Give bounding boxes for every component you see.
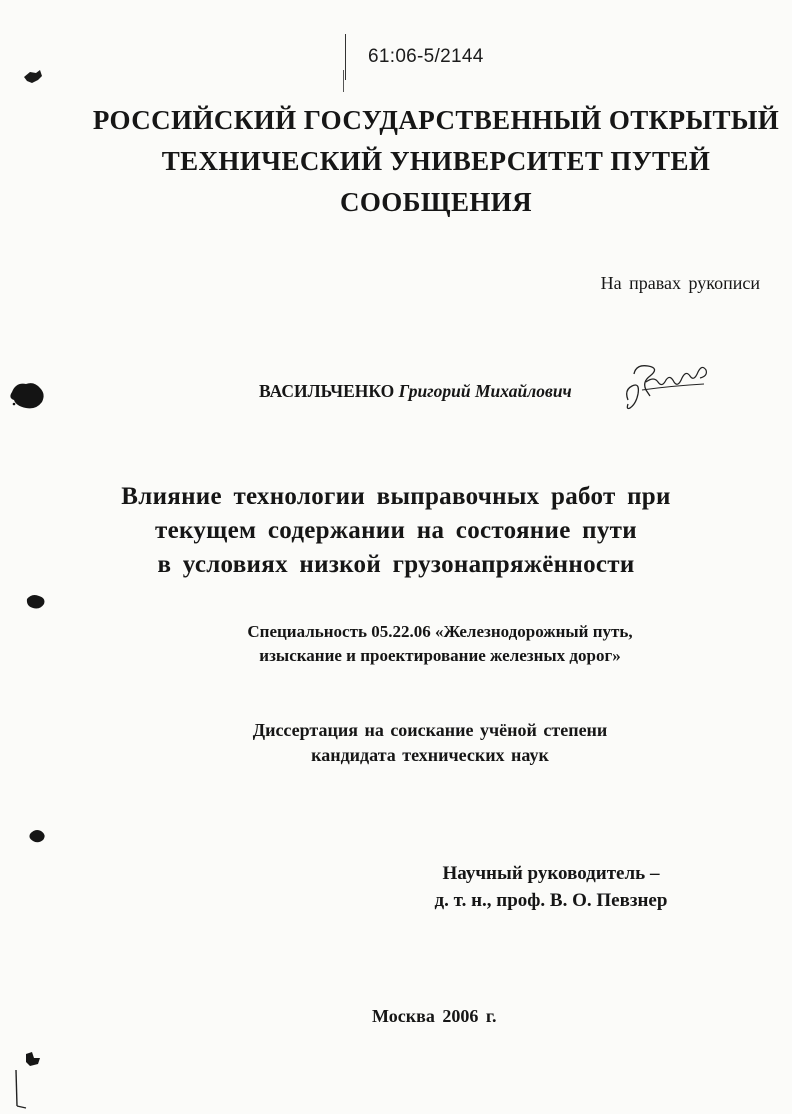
thesis-title-line: в условиях низкой грузонапряжённости	[157, 551, 635, 578]
university-line: ТЕХНИЧЕСКИЙ УНИВЕРСИТЕТ ПУТЕЙ	[161, 146, 711, 176]
advisor-line: Научный руководитель –	[442, 863, 660, 884]
thesis-title-line: текущем содержании на состояние пути	[155, 517, 637, 544]
advisor-line: д. т. н., проф. В. О. Певзнер	[434, 890, 668, 911]
author-name	[259, 381, 572, 402]
scan-mark-middle	[24, 592, 48, 612]
manuscript-rights: На правах рукописи	[600, 273, 760, 293]
catalog-number: 61:06-5/2144	[368, 46, 484, 67]
scan-mark-top	[22, 68, 46, 88]
university-name	[60, 100, 792, 223]
stamp-divider	[345, 34, 346, 80]
scan-mark-bottom	[6, 1048, 46, 1110]
specialty-line: изыскание и проектирование железных дорог»	[259, 646, 621, 665]
specialty-line: Специальность 05.22.06 «Железнодорожный путь,	[247, 622, 633, 641]
author-signature	[620, 356, 712, 414]
university-line: СООБЩЕНИЯ	[339, 187, 533, 217]
degree-line: кандидата технических наук	[311, 745, 549, 765]
degree-line: Диссертация на соискание учёной степени	[252, 720, 608, 740]
degree-statement	[200, 718, 660, 768]
place-and-year: Москва 2006 г.	[372, 1006, 497, 1026]
thesis-title	[40, 480, 752, 582]
scan-mark-upper	[8, 378, 48, 412]
scan-mark-lower	[26, 826, 50, 846]
stamp-divider-lower	[343, 70, 344, 92]
scientific-advisor	[406, 860, 696, 914]
university-line: РОССИЙСКИЙ ГОСУДАРСТВЕННЫЙ ОТКРЫТЫЙ	[92, 105, 780, 135]
thesis-title-line: Влияние технологии выправочных работ при	[121, 483, 671, 510]
specialty	[180, 620, 700, 668]
author-given-names: Григорий Михайлович	[398, 381, 572, 401]
author-surname: ВАСИЛЬЧЕНКО	[259, 381, 395, 401]
